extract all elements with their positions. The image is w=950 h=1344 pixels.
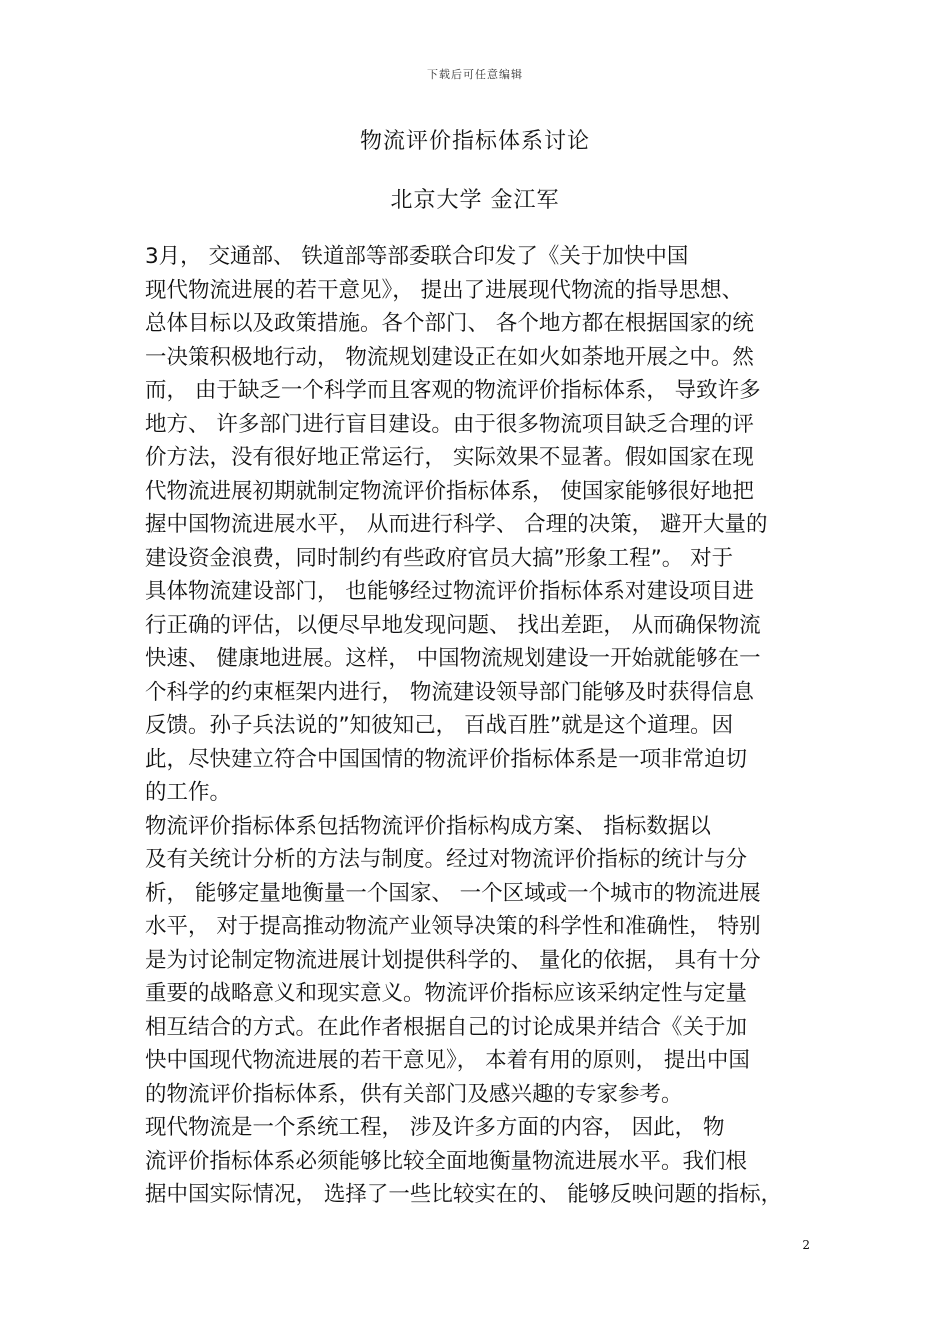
body-line: 物流评价指标体系包括物流评价指标构成方案、 指标数据以	[145, 813, 711, 839]
body-line: 地方、 许多部门进行盲目建设。由于很多物流项目缺乏合理的评	[145, 411, 754, 437]
body-line: 具体物流建设部门， 也能够经过物流评价指标体系对建设项目进	[145, 579, 754, 604]
body-line: 代物流进展初期就制定物流评价指标体系， 使国家能够很好地把	[145, 478, 754, 504]
body-line: 现代物流进展的若干意见》， 提出了进展现代物流的指导思想、	[145, 277, 744, 303]
body-line: 而， 由于缺乏一个科学而且客观的物流评价指标体系， 导致许多	[145, 378, 761, 403]
document-author: 北京大学 金江军	[390, 188, 560, 213]
body-line: 总体目标以及政策措施。各个部门、 各个地方都在根据国家的统	[145, 311, 754, 336]
body-line: 相互结合的方式。在此作者根据自己的讨论成果并结合《关于加	[145, 1014, 748, 1040]
body-line: 析， 能够定量地衡量一个国家、 一个区域或一个城市的物流进展	[145, 880, 761, 906]
body-line: 是为讨论制定物流进展计划提供科学的、 量化的依据， 具有十分	[145, 947, 761, 973]
body-line: 一决策积极地行动， 物流规划建设正在如火如荼地开展之中。然	[145, 344, 754, 370]
body-line: 快中国现代物流进展的若干意见》， 本着有用的原则， 提出中国	[145, 1048, 750, 1073]
body-line: 个科学的约束框架内进行， 物流建设领导部门能够及时获得信息	[145, 679, 754, 705]
body-line: 反馈。孙子兵法说的”知彼知己， 百战百胜”就是这个道理。因	[145, 713, 734, 738]
body-line: 建设资金浪费，同时制约有些政府官员大搞”形象工程”。 对于	[145, 545, 734, 571]
body-line: 流评价指标体系必须能够比较全面地衡量物流进展水平。我们根	[145, 1148, 748, 1174]
body-line: 握中国物流进展水平， 从而进行科学、 合理的决策， 避开大量的	[145, 512, 768, 537]
body-line: 的物流评价指标体系，供有关部门及感兴趣的专家参考。	[145, 1081, 683, 1107]
body-line: 价方法，没有很好地正常运行， 实际效果不显著。假如国家在现	[145, 445, 754, 470]
body-line: 水平， 对于提高推动物流产业领导决策的科学性和准确性， 特别	[145, 914, 761, 939]
body-text	[145, 240, 813, 1212]
body-line: 重要的战略意义和现实意义。物流评价指标应该采纳定性与定量	[145, 981, 748, 1006]
body-line: 3月， 交通部、 铁道部等部委联合印发了《关于加快中国	[145, 244, 689, 269]
body-line: 行正确的评估，以便尽早地发现问题、 找出差距， 从而确保物流	[145, 612, 761, 638]
body-line: 据中国实际情况， 选择了一些比较实在的、 能够反映问题的指标，	[145, 1182, 783, 1207]
body-line: 快速、 健康地进展。这样， 中国物流规划建设一开始就能够在一	[145, 646, 761, 671]
body-line: 的工作。	[145, 780, 232, 805]
body-line: 现代物流是一个系统工程， 涉及许多方面的内容， 因此， 物	[145, 1115, 725, 1140]
page-number: 2	[802, 1238, 810, 1252]
header-note: 下载后可任意编辑	[427, 68, 523, 81]
body-line: 此，尽快建立符合中国国情的物流评价指标体系是一项非常迫切	[145, 746, 748, 772]
document-title: 物流评价指标体系讨论	[359, 129, 590, 154]
body-line: 及有关统计分析的方法与制度。经过对物流评价指标的统计与分	[145, 847, 748, 872]
